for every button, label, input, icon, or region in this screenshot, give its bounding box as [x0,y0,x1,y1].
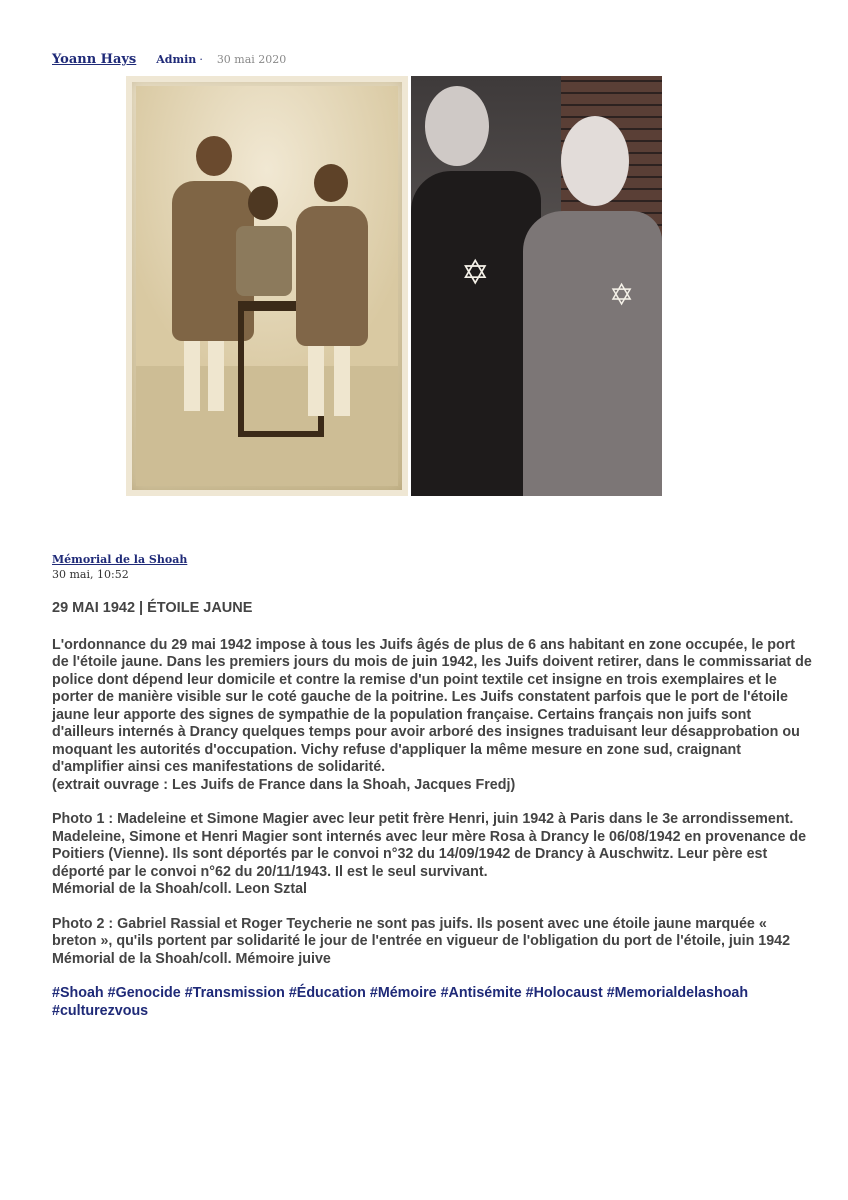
article-title: 29 MAI 1942 | ÉTOILE JAUNE [52,600,253,616]
boy-outfit [236,226,292,296]
yellow-star-icon: ✡ [461,254,490,292]
photo-collage[interactable] [126,76,662,496]
hashtag-memorialdelashoah[interactable]: #Memorialdelashoah [606,985,749,1001]
girl-right-leg2 [334,346,350,416]
man-right-suit [523,211,662,496]
paragraph-ordonnance: L'ordonnance du 29 mai 1942 impose à tous les Juifs âgés de plus de 6 ans habitant en zone occupée, le port de l'étoile jaune. Dans les premiers jours du mois de juin 1942, les Juifs doivent retirer, dans le commissariat de police dont dépend leur domicile et contre la remise d'un point textile cet insigne en trois exemplaires et le porter de manière visible sur le coté gauche de la poitrine. Les Juifs constatent parfois que le port de l'étoile jaune leur apporte des signes de sympathie de la population française. Certains français non juifs sont d'ailleurs internés à Drancy quelques temps pour avoir arboré des insignes traduisant leur désapprobation ou moquant les autorités d'occupation. Vichy refuse d'appliquer la même mesure en zone sud, craignant d'amplifier ainsi ces manifestations de solidarité. (extrait ouvrage : Les Juifs de France dans la Shoah, Jacques Fredj) [52,636,812,793]
author-role: Admin [156,53,197,66]
photo-rassial-teycherie[interactable] [411,76,662,496]
hashtag-culturezvous[interactable]: #culturezvous [52,1002,149,1019]
girl-left-figure [196,136,232,176]
paragraph-photo-2: Photo 2 : Gabriel Rassial et Roger Teycherie ne sont pas juifs. Ils posent avec une étoile jaune marquée « breton », qu'ils portent par solidarité le jour de l'entrée en vigueur de l'obligation du port de l'étoile, juin 1942 Mémorial de la Shoah/coll. Mémoire juive [52,915,791,967]
girl-left-legs [184,341,200,411]
hashtag-list [52,985,812,1020]
girl-right-legs [308,346,324,416]
post-meta [52,52,286,67]
girl-right-figure [314,164,348,202]
yellow-star-icon-2: ✡ [609,279,635,312]
man-left-suit [411,171,541,496]
article-body [52,600,812,1020]
hashtag-holocaust[interactable]: #Holocaust [525,985,603,1001]
hashtag-shoah[interactable]: #Shoah [52,985,104,1001]
hashtag-memoire[interactable]: #Mémoire [369,985,437,1001]
author-link[interactable]: Yoann Hays [52,52,137,67]
source-link[interactable]: Mémorial de la Shoah [52,553,188,566]
meta-separator: · [199,53,203,66]
source-block [52,553,187,581]
paragraph-photo-1: Photo 1 : Madeleine et Simone Magier avec leur petit frère Henri, juin 1942 à Paris dans le 3e arrondissement. Madeleine, Simone et Henri Magier sont internés avec leur mère Rosa à Drancy le 06/08/1942 en provenance de Poitiers (Vienne). Ils sont déportés par le convoi n°32 du 14/09/1942 de Drancy à Auschwitz. Leur père est déporté par le convoi n°62 du 20/11/1943. Il est le seul survivant. Mémorial de la Shoah/coll. Leon Sztal [52,811,807,897]
hashtag-education[interactable]: #Éducation [288,985,366,1001]
girl-right-dress [296,206,368,346]
photo-magier-children[interactable] [126,76,408,496]
source-time: 30 mai, 10:52 [52,568,129,581]
hashtag-transmission[interactable]: #Transmission [184,985,285,1001]
post-date: 30 mai 2020 [216,53,287,66]
boy-figure [248,186,278,220]
man-left-head [425,86,489,166]
man-right-head [561,116,629,206]
girl-left-leg2 [208,341,224,411]
hashtag-genocide[interactable]: #Genocide [107,985,181,1001]
hashtag-antisemite[interactable]: #Antisémite [440,985,522,1001]
